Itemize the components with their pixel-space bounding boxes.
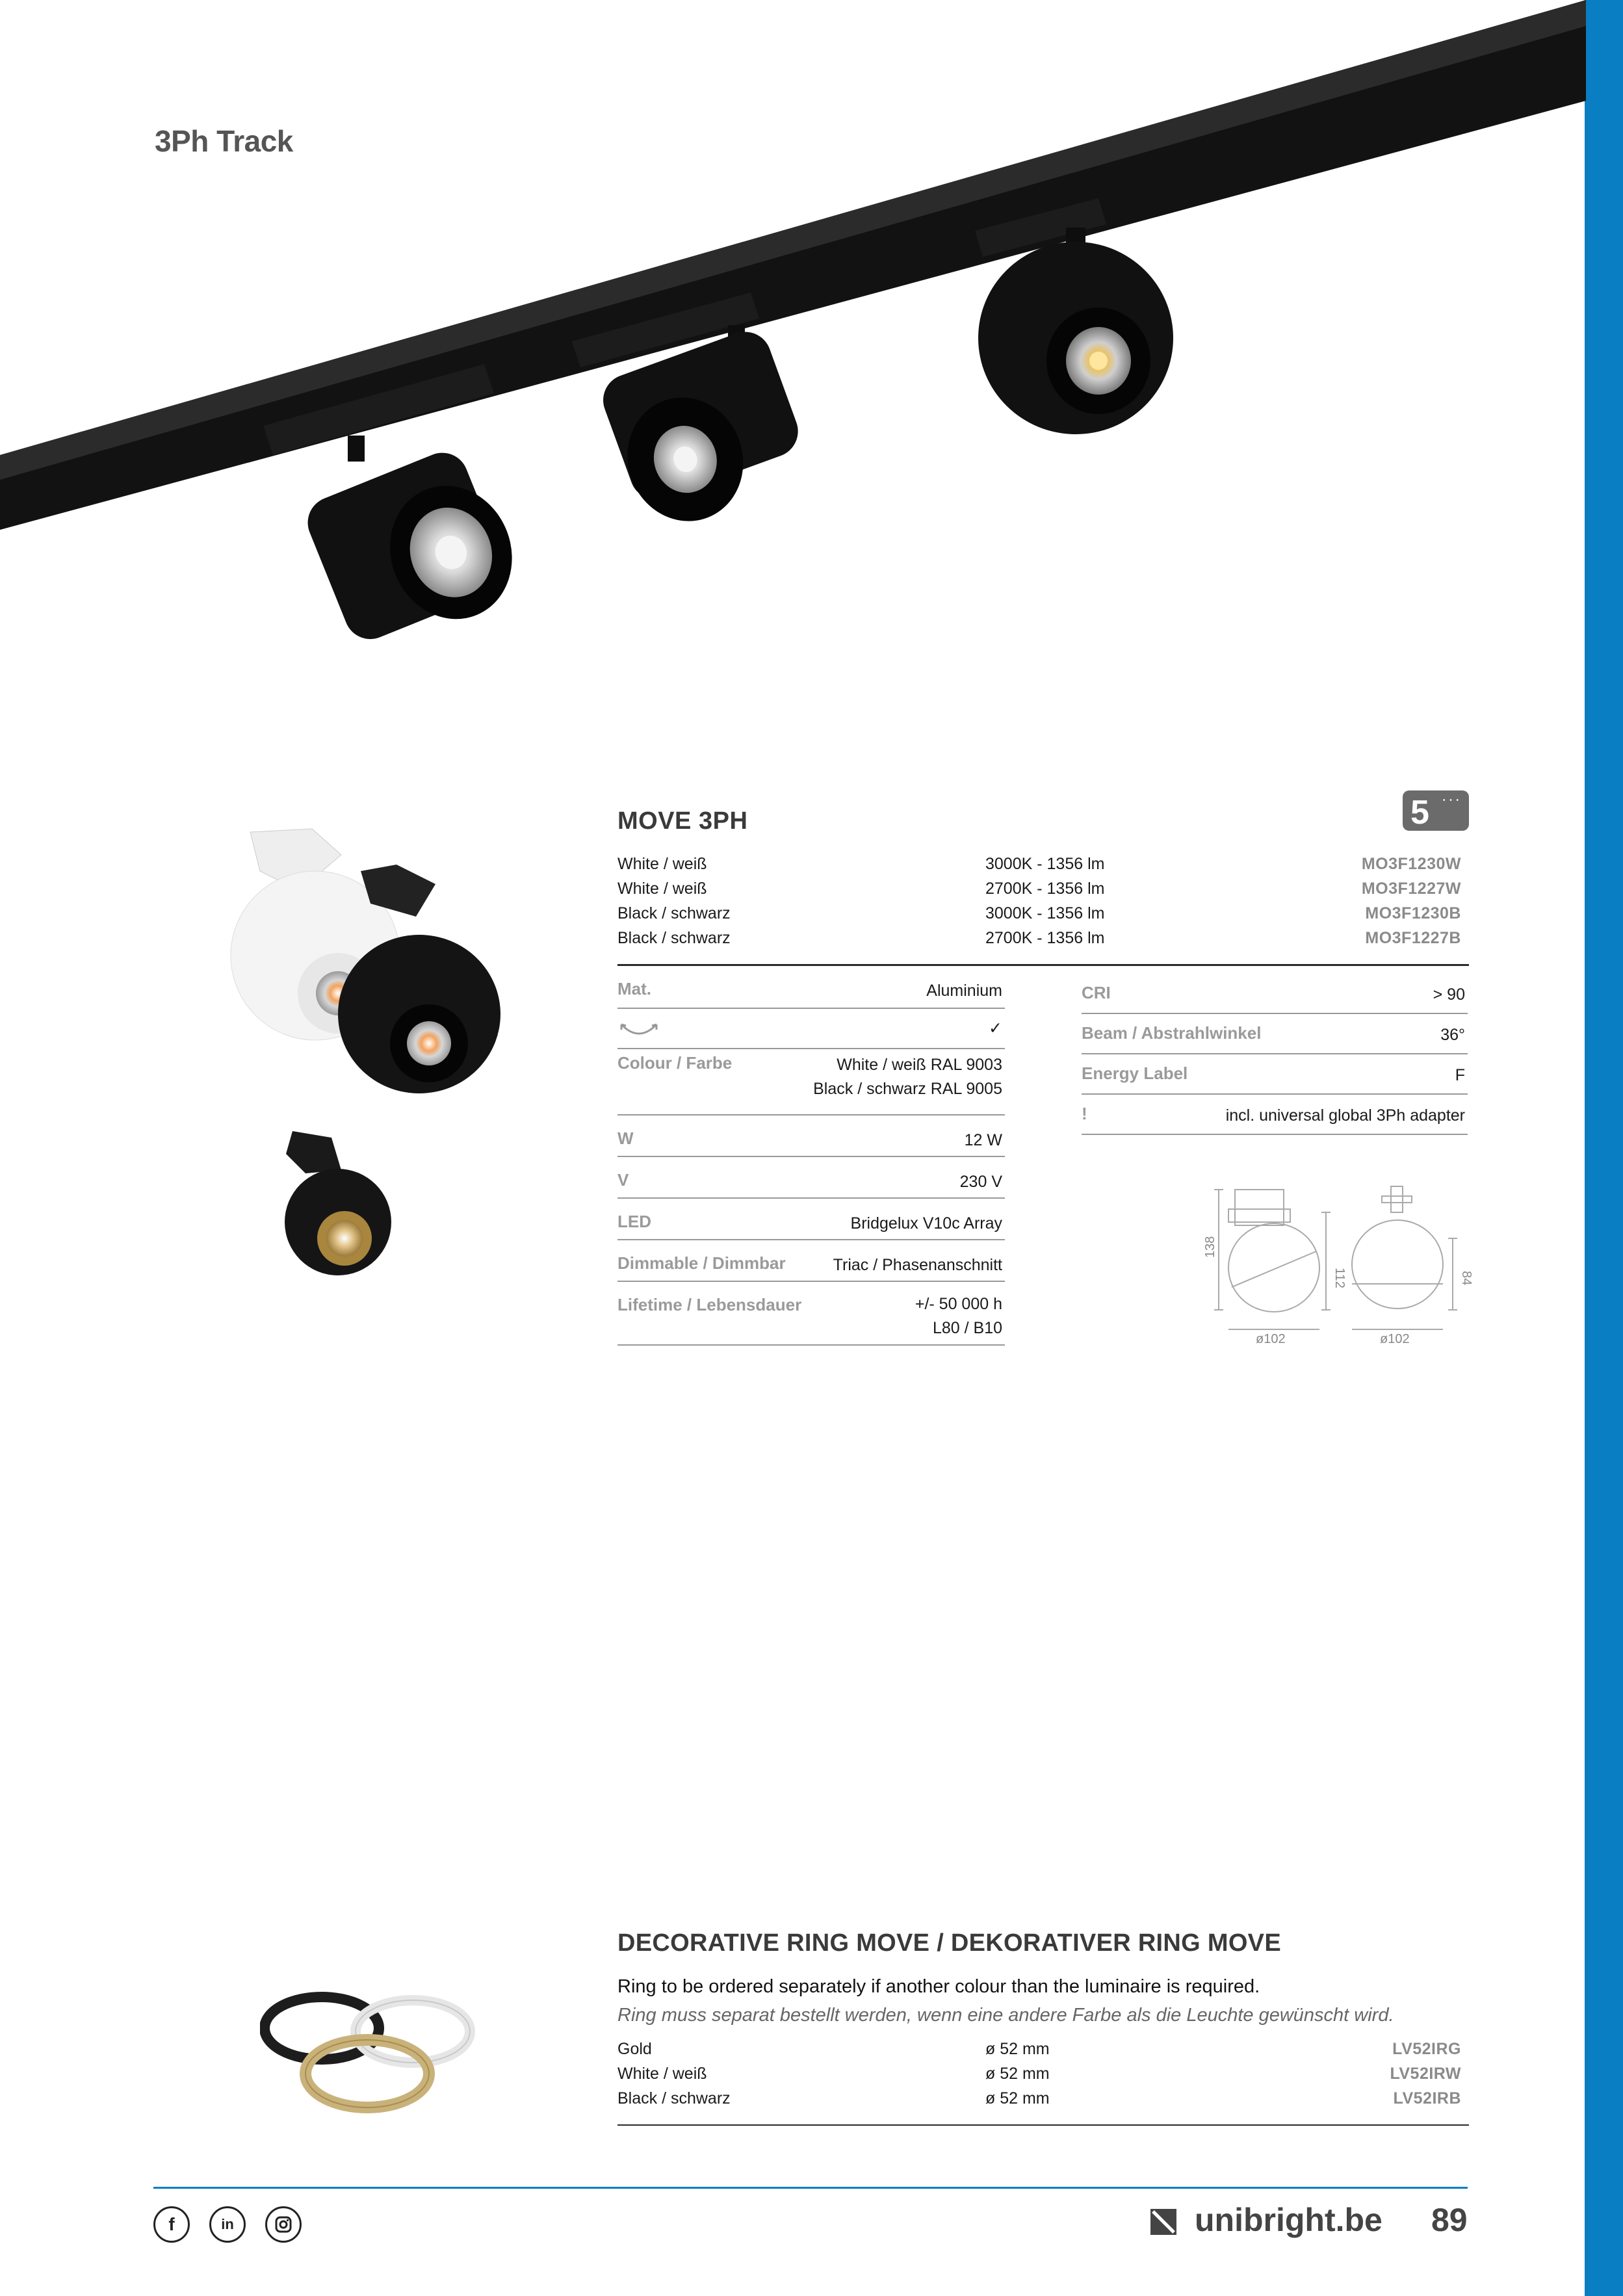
spec-value xyxy=(813,1053,1002,1101)
dim-112: 112 xyxy=(1332,1268,1347,1288)
ring-variant-list xyxy=(617,2040,1469,2114)
dim-84: 84 xyxy=(1459,1271,1474,1286)
spec-value-line: Black / schwarz RAL 9005 xyxy=(813,1080,1002,1098)
dim-diameter-1: ø102 xyxy=(1256,1332,1286,1346)
variant-spec: 2700K - 1356 lm xyxy=(985,880,1105,898)
dim-diameter-2: ø102 xyxy=(1380,1332,1410,1346)
spec-value: F xyxy=(1455,1066,1465,1084)
spec-label: Lifetime / Lebensdauer xyxy=(617,1295,802,1314)
ring-code: LV52IRG xyxy=(1392,2040,1461,2058)
spec-row-dimmable xyxy=(617,1240,1005,1282)
variant-row xyxy=(617,880,1469,904)
spec-row-note xyxy=(1082,1095,1468,1135)
spec-row-cri xyxy=(1082,979,1468,1014)
ring-title: DECORATIVE RING MOVE / DEKORATIVER RING MOVE xyxy=(617,1929,1281,1957)
ring-size: ø 52 mm xyxy=(985,2089,1050,2107)
spec-value-line: +/- 50 000 h xyxy=(915,1295,1002,1313)
variant-colour: Black / schwarz xyxy=(617,904,731,922)
ring-variant-row xyxy=(617,2065,1469,2089)
ring-variant-row xyxy=(617,2040,1469,2065)
brand-name[interactable]: unibright.be xyxy=(1195,2202,1383,2238)
spec-row-rotatable xyxy=(617,1009,1005,1049)
spec-value: > 90 xyxy=(1433,985,1465,1004)
divider xyxy=(617,2124,1469,2126)
spec-value-line: L80 / B10 xyxy=(932,1319,1002,1337)
ring-size: ø 52 mm xyxy=(985,2065,1050,2083)
variant-code: MO3F1227B xyxy=(1365,929,1461,947)
facebook-icon[interactable]: f xyxy=(153,2206,190,2243)
variant-code: MO3F1230B xyxy=(1365,904,1461,922)
ring-photo xyxy=(260,1944,481,2119)
variant-row xyxy=(617,929,1469,954)
spec-row-material xyxy=(617,975,1005,1009)
warranty-years: 5 xyxy=(1410,794,1429,831)
ring-colour: Black / schwarz xyxy=(617,2089,731,2107)
spec-label: Beam / Abstrahlwinkel xyxy=(1082,1023,1262,1043)
ring-note-en: Ring to be ordered separately if another colour than the luminaire is required. xyxy=(617,1976,1260,1997)
ring-colour: White / weiß xyxy=(617,2065,707,2083)
spec-value: Triac / Phasenanschnitt xyxy=(833,1256,1002,1274)
spec-row-energy xyxy=(1082,1054,1468,1095)
technical-drawing xyxy=(1196,1170,1482,1359)
brand-logo-icon xyxy=(1150,2209,1176,2235)
spec-value: incl. universal global 3Ph adapter xyxy=(1225,1106,1465,1125)
ring-variant-row xyxy=(617,2089,1469,2114)
spec-row-watt xyxy=(617,1115,1005,1157)
ring-colour: Gold xyxy=(617,2040,652,2058)
spec-label: Colour / Farbe xyxy=(617,1053,733,1073)
spec-value xyxy=(915,1292,1002,1340)
spec-label: V xyxy=(617,1170,629,1190)
spec-table-right xyxy=(1082,979,1468,1135)
check-icon: ✓ xyxy=(989,1019,1002,1037)
variant-spec: 3000K - 1356 lm xyxy=(985,855,1105,873)
product-title: MOVE 3PH xyxy=(617,807,748,835)
warranty-stars-icon: • • • xyxy=(1443,797,1461,804)
page-number: 89 xyxy=(1431,2202,1468,2238)
spec-row-volt xyxy=(617,1157,1005,1199)
section-title: 3Ph Track xyxy=(155,124,293,158)
spec-value: 230 V xyxy=(959,1173,1002,1191)
spec-label: Energy Label xyxy=(1082,1063,1188,1083)
variant-row xyxy=(617,855,1469,880)
spec-label: CRI xyxy=(1082,983,1111,1002)
linkedin-icon[interactable]: in xyxy=(209,2206,246,2243)
ring-note-de: Ring muss separat bestellt werden, wenn eine andere Farbe als die Leuchte gewünscht wird. xyxy=(617,2005,1394,2026)
variant-code: MO3F1227W xyxy=(1361,880,1461,898)
spec-row-beam xyxy=(1082,1014,1468,1054)
ring-code: LV52IRB xyxy=(1393,2089,1461,2107)
warranty-badge xyxy=(1403,790,1469,831)
spec-label: W xyxy=(617,1128,634,1148)
rotate-arc-icon xyxy=(619,1021,659,1040)
variant-colour: Black / schwarz xyxy=(617,929,731,947)
spec-value: Bridgelux V10c Array xyxy=(850,1214,1002,1233)
footer-rule xyxy=(153,2187,1468,2189)
variant-list xyxy=(617,855,1469,954)
ring-code: LV52IRW xyxy=(1390,2065,1461,2083)
spec-row-colour xyxy=(617,1049,1005,1115)
spec-table-left xyxy=(617,975,1005,1346)
spec-row-led xyxy=(617,1199,1005,1240)
spec-label: Mat. xyxy=(617,979,651,998)
variant-code: MO3F1230W xyxy=(1361,855,1461,873)
product-photo-single xyxy=(279,1125,396,1281)
spec-value: 36° xyxy=(1440,1026,1465,1044)
variant-row xyxy=(617,904,1469,929)
variant-spec: 3000K - 1356 lm xyxy=(985,904,1105,922)
divider xyxy=(617,964,1469,966)
side-accent-bar xyxy=(1585,0,1623,2296)
instagram-icon[interactable] xyxy=(265,2206,302,2243)
spec-value: Aluminium xyxy=(926,982,1002,1000)
spec-value-line: White / weiß RAL 9003 xyxy=(837,1056,1002,1074)
spec-label: ! xyxy=(1082,1104,1087,1123)
variant-colour: White / weiß xyxy=(617,855,707,873)
spec-label: Dimmable / Dimmbar xyxy=(617,1253,786,1273)
variant-colour: White / weiß xyxy=(617,880,707,898)
ring-size: ø 52 mm xyxy=(985,2040,1050,2058)
variant-spec: 2700K - 1356 lm xyxy=(985,929,1105,947)
spec-value: 12 W xyxy=(964,1131,1002,1149)
spec-row-lifetime xyxy=(617,1282,1005,1346)
dim-138: 138 xyxy=(1203,1236,1217,1258)
product-photo-duo xyxy=(221,819,520,1105)
spec-label: LED xyxy=(617,1212,651,1231)
hero-track-image xyxy=(0,0,1586,650)
